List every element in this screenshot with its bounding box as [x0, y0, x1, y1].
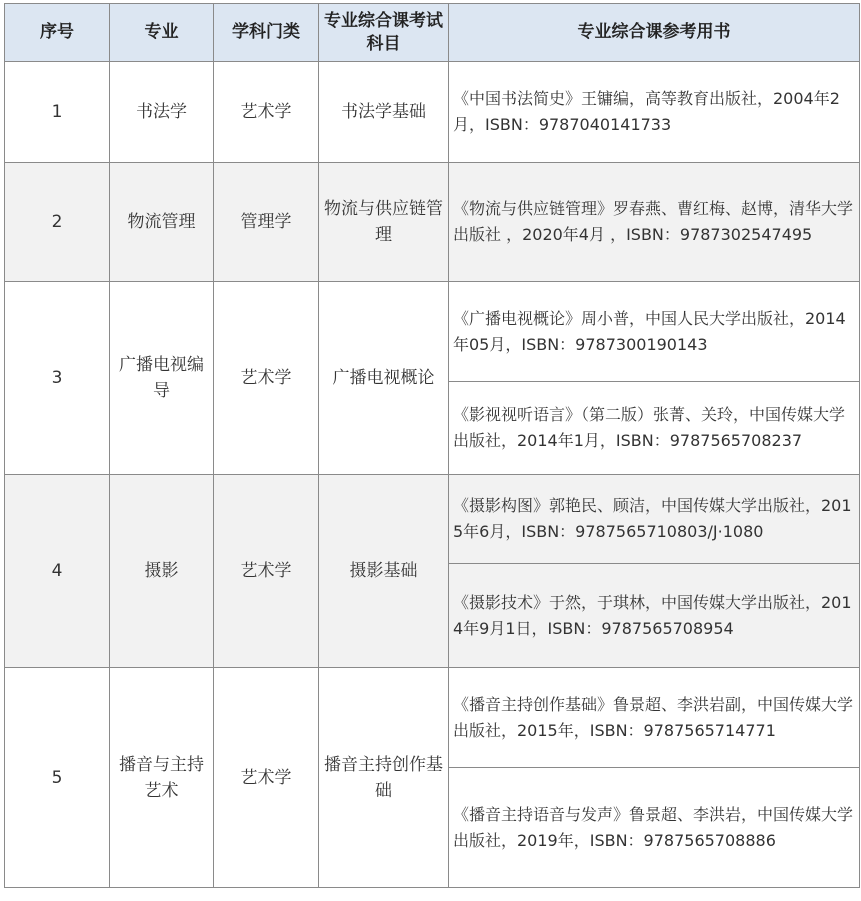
subject-text: 广播电视概论	[332, 368, 435, 388]
row-subject	[319, 62, 449, 163]
row-category: 艺术学	[214, 62, 319, 163]
major-text: 物流管理	[127, 212, 196, 232]
row-subject	[319, 163, 449, 282]
row-book: 《摄影技术》于然，于琪林，中国传媒大学出版社，2014年9月1日，ISBN：9787565708954	[449, 564, 860, 668]
row-book: 《影视视听语言》（第二版）张菁、关玲，中国传媒大学出版社，2014年1月，ISBN：9787565708237	[449, 382, 860, 475]
table-row	[5, 475, 860, 564]
row-subject	[319, 668, 449, 888]
row-no: 2	[5, 163, 110, 282]
major-text: 广播电视编导	[119, 355, 204, 401]
row-category: 艺术学	[214, 282, 319, 475]
row-book: 《中国书法简史》王镛编，高等教育出版社，2004年2月，ISBN：9787040141733	[449, 62, 860, 163]
header-subject	[319, 4, 449, 62]
row-book: 《播音主持创作基础》鲁景超、李洪岩副，中国传媒大学出版社，2015年，ISBN：9787565714771	[449, 668, 860, 768]
row-major	[110, 62, 214, 163]
subject-text: 摄影基础	[349, 561, 418, 581]
row-no: 1	[5, 62, 110, 163]
row-major	[110, 475, 214, 668]
header-major: 专业	[110, 4, 214, 62]
row-category: 艺术学	[214, 475, 319, 668]
major-text: 摄影	[144, 561, 179, 581]
row-no: 3	[5, 282, 110, 475]
table-row	[5, 282, 860, 382]
subject-text: 物流与供应链管理	[324, 199, 443, 245]
header-row	[5, 4, 860, 62]
table-row	[5, 668, 860, 768]
row-subject	[319, 475, 449, 668]
row-book: 《广播电视概论》周小普，中国人民大学出版社，2014年05月，ISBN：9787300190143	[449, 282, 860, 382]
row-subject	[319, 282, 449, 475]
row-no: 4	[5, 475, 110, 668]
table-row	[5, 163, 860, 282]
header-no: 序号	[5, 4, 110, 62]
row-major	[110, 282, 214, 475]
row-category: 管理学	[214, 163, 319, 282]
header-category: 学科门类	[214, 4, 319, 62]
header-books: 专业综合课参考用书	[449, 4, 860, 62]
row-no: 5	[5, 668, 110, 888]
row-book: 《播音主持语音与发声》鲁景超、李洪岩，中国传媒大学出版社，2019年，ISBN：9787565708886	[449, 768, 860, 888]
row-major	[110, 163, 214, 282]
subject-text: 书法学基础	[341, 102, 426, 122]
major-text: 书法学	[136, 102, 187, 122]
header-subject-text: 专业综合课考试科目	[324, 10, 443, 54]
table-row	[5, 62, 860, 163]
subject-text: 播音主持创作基础	[324, 754, 443, 801]
row-major	[110, 668, 214, 888]
major-text: 播音与主持艺术	[119, 754, 204, 801]
row-book: 《物流与供应链管理》罗春燕、曹红梅、赵博，清华大学出版社 ，2020年4月 ，ISBN：9787302547495	[449, 163, 860, 282]
book-list-table	[4, 3, 860, 888]
row-category: 艺术学	[214, 668, 319, 888]
row-book: 《摄影构图》郭艳民、顾洁，中国传媒大学出版社，2015年6月，ISBN：9787565710803/J·1080	[449, 475, 860, 564]
